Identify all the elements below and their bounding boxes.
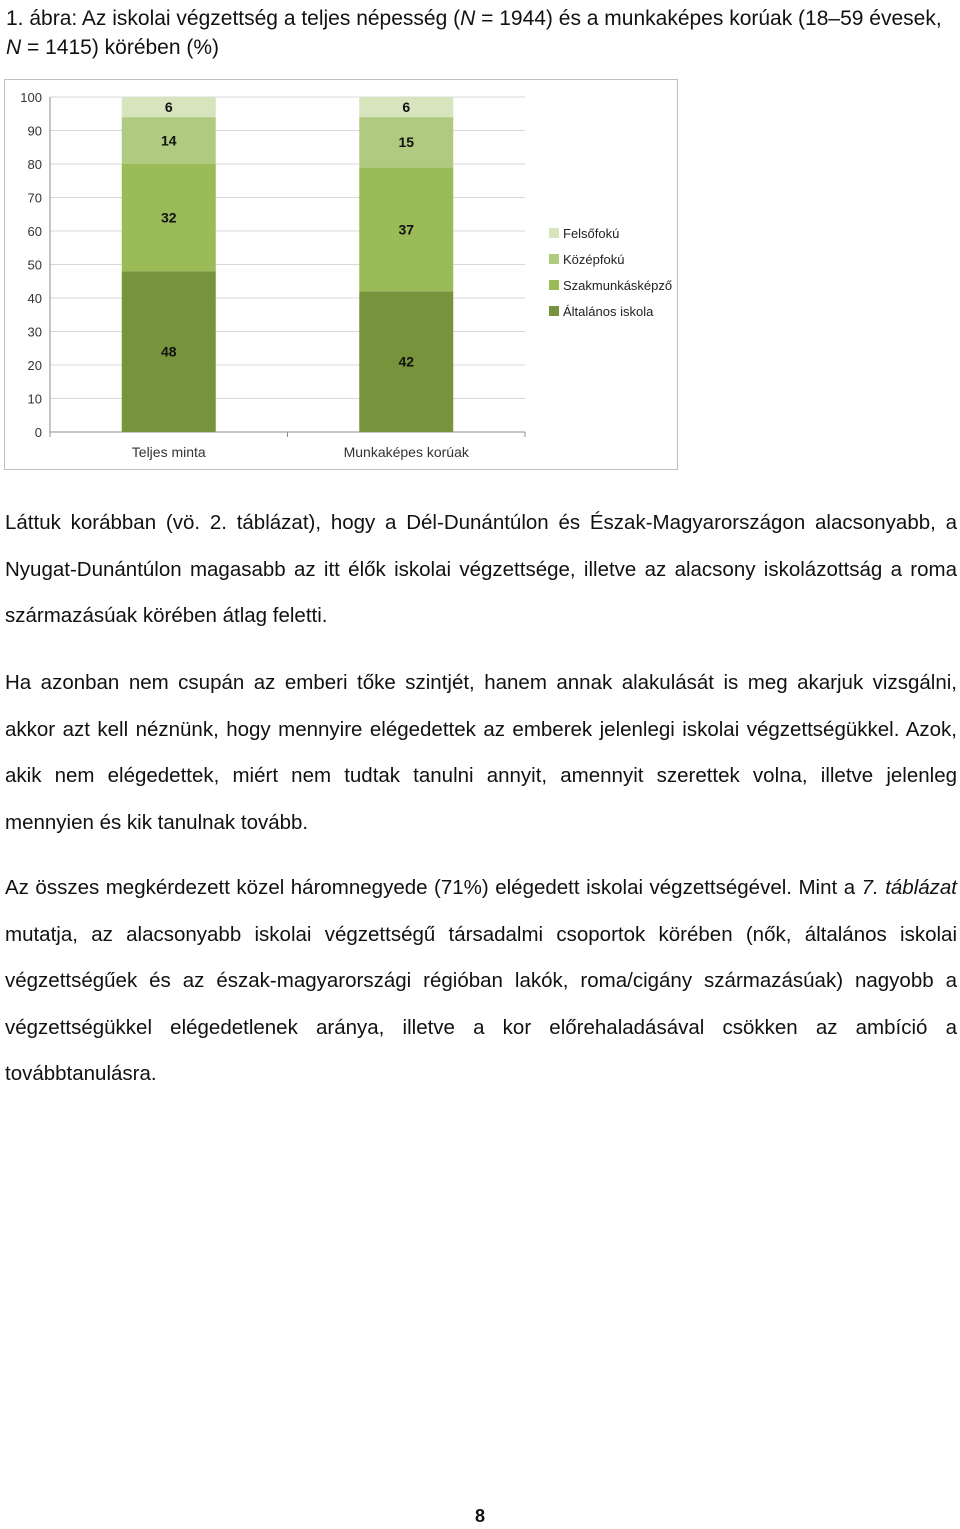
y-tick-label: 80 [27,157,42,172]
data-label: 6 [164,99,173,116]
paragraph-3-part-b: mutatja, az alacsonyabb iskolai végzettségű társadalmi csoportok körében (nők, általános iskolai végzettségűek és az észak-magyarországi régióban lakók, roma/cigány származásúak) nagyobb a végzettségükkel elégedetlenek aránya, illetve a kor előrehaladásával csökken az ambíció a továbbtanulásra. [5,922,957,1085]
legend-swatch [549,254,559,264]
legend-label: Általános iskola [563,304,654,319]
stacked-bar-chart [4,79,678,470]
figure-caption [6,4,946,62]
data-label: 32 [160,209,177,226]
y-tick-label: 60 [27,224,42,239]
data-label: 15 [398,134,415,151]
table-reference: 7. táblázat [861,876,958,899]
caption-n1: N [460,7,476,30]
data-label: 14 [160,132,177,149]
legend-label: Felsőfokú [563,226,620,241]
page-number: 8 [474,1506,485,1526]
paragraph-3 [5,865,957,1098]
y-tick-label: 30 [27,324,42,340]
data-label: 37 [398,221,415,238]
caption-n2: N [6,36,22,59]
legend-swatch [549,280,559,290]
caption-part2: = 1944) és a munkaképes korúak (18–59 évesek, [475,7,942,30]
paragraph-2: Ha azonban nem csupán az emberi tőke szintjét, hanem annak alakulását is meg akarjuk vizsgálni, akkor azt kell néznünk, hogy mennyire elégedettek az emberek jelenlegi iskolai végzettségükkel. Azok, akik nem elégedettek, miért nem tudtak tanulni annyit, amennyit szerettek volna, illetve jelenleg mennyien és kik tanulnak tovább. [5,671,957,834]
paragraph-3-part-a: Az összes megkérdezett közel háromnegyede (71%) elégedett iskolai végzettségével. Mint a [5,876,862,899]
legend-swatch [549,228,559,238]
legend-swatch [549,306,559,316]
category-label: Munkaképes korúak [343,444,469,460]
caption-part1: 1. ábra: Az iskolai végzettség a teljes népesség ( [6,7,461,30]
chart-svg [5,80,677,469]
y-tick-label: 40 [27,291,42,306]
caption-part3: = 1415) körében (%) [21,36,220,59]
y-tick-label: 0 [34,425,42,440]
category-label: Teljes minta [131,444,206,460]
y-tick-label: 10 [27,391,42,407]
legend-label: Középfokú [563,252,625,267]
data-label: 48 [160,343,177,360]
y-tick-label: 90 [27,123,42,139]
paragraph-1: Láttuk korábban (vö. 2. táblázat), hogy a Dél-Dunántúlon és Észak-Magyarországon alacsonyabb, a Nyugat-Dunántúlon magasabb az itt élők iskolai végzettsége, illetve az alacsony iskolázottság a roma származásúak körében átlag feletti. [5,511,957,627]
data-label: 6 [402,99,411,116]
y-tick-label: 50 [27,257,42,273]
y-tick-label: 20 [27,358,42,373]
y-tick-label: 100 [20,90,42,105]
y-tick-label: 70 [27,190,42,206]
legend-label: Szakmunkásképző [563,278,673,293]
data-label: 42 [398,353,415,370]
